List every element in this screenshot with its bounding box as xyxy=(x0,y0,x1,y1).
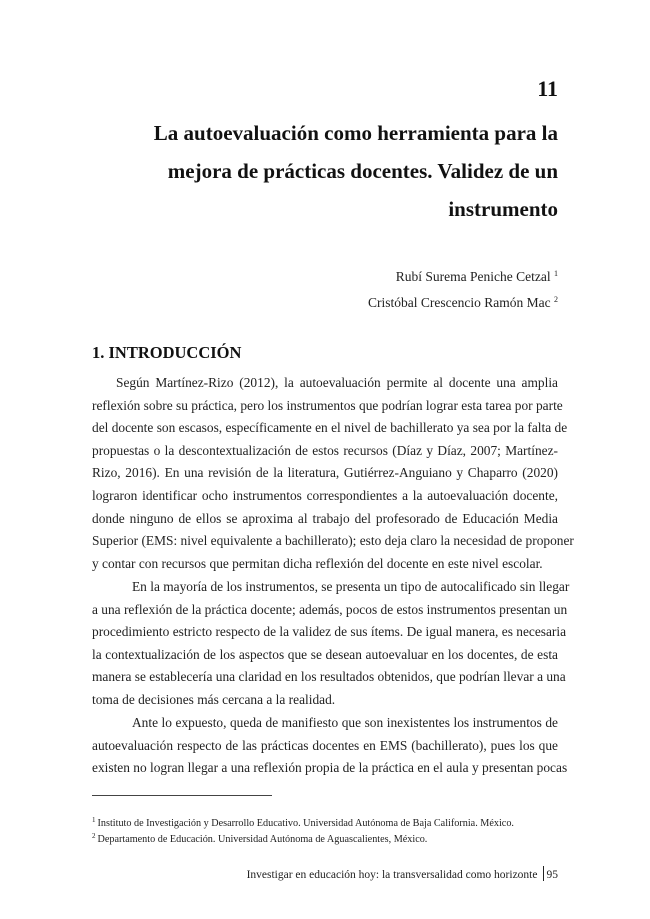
text-line: toma de decisiones más cercana a la realidad. xyxy=(92,691,336,707)
text-line: reflexión sobre su práctica, pero los instrumentos que podrían lograr esta tarea por parte xyxy=(92,397,563,413)
author-footnote-mark: 2 xyxy=(554,295,558,304)
text-line: autoevaluación respecto de las prácticas docentes en EMS (bachillerato), pues los que xyxy=(92,737,558,753)
footnote-mark: 2 xyxy=(92,832,96,840)
author xyxy=(368,262,558,288)
footnote-text: Departamento de Educación. Universidad Autónoma de Aguascalientes, México. xyxy=(97,834,428,845)
footnote-mark: 1 xyxy=(92,816,96,824)
footnote xyxy=(92,830,562,846)
text-line: manera se establecería una claridad en los resultados obtenidos, que podrían llevar a una xyxy=(92,669,566,685)
text-line: Rizo, 2016). En una revisión de la literatura, Gutiérrez-Anguiano y Chaparro (2020) xyxy=(92,465,558,481)
footer-separator xyxy=(543,866,544,881)
running-footer xyxy=(247,866,558,881)
paragraph xyxy=(92,576,570,712)
text-line: procedimiento estricto respecto de la validez de sus ítems. De igual manera, es necesaria xyxy=(92,624,567,640)
text-line: lograron identificar ocho instrumentos correspondientes a la autoevaluación docente, xyxy=(92,487,558,503)
text-line: existen no logran llegar a una reflexión propia de la práctica en el aula y presentan pocas xyxy=(92,760,568,776)
text-line: Superior (EMS: nivel equivalente a bachillerato); esto deja claro la necesidad de proponer xyxy=(92,533,574,549)
text-line: a una reflexión de la práctica docente; además, pocos de estos instrumentos presentan un xyxy=(92,601,568,617)
paragraph xyxy=(92,712,568,780)
text-line: En la mayoría de los instrumentos, se presenta un tipo de autocalificado sin llegar xyxy=(132,579,570,594)
footnote xyxy=(92,814,562,830)
text-line: la contextualización de los aspectos que se desean autoevaluar en los docentes, de esta xyxy=(92,646,558,662)
author-name: Rubí Surema Peniche Cetzal xyxy=(395,269,551,284)
paragraph xyxy=(92,372,574,575)
text-line: donde ninguno de ellos se aproxima al trabajo del profesorado de Educación Media xyxy=(92,510,558,526)
section-heading: 1. INTRODUCCIÓN xyxy=(92,343,242,362)
chapter-title-line: instrumento xyxy=(448,197,558,221)
text-line: Ante lo expuesto, queda de manifiesto que son inexistentes los instrumentos de xyxy=(132,715,558,730)
chapter-title-line: La autoevaluación como herramienta para la xyxy=(153,121,558,145)
author-footnote-mark: 1 xyxy=(554,269,558,278)
page-number: 95 xyxy=(546,869,558,881)
text-line: propuestas o la descontextualización de estos recursos (Díaz y Díaz, 2007; Martínez- xyxy=(92,442,558,458)
footer-book-title: Investigar en educación hoy: la transversalidad como horizonte xyxy=(246,869,538,881)
text-line: del docente son escasos, específicamente en el nivel de bachillerato ya sea por la falta de xyxy=(92,420,568,436)
footnotes xyxy=(92,814,562,846)
text-line: Según Martínez-Rizo (2012), la autoevaluación permite al docente una amplia xyxy=(116,375,558,390)
author xyxy=(368,288,558,314)
chapter-title-line: mejora de prácticas docentes. Validez de un xyxy=(167,159,558,183)
author-list xyxy=(368,262,558,314)
footnote-divider xyxy=(92,795,272,796)
author-name: Cristóbal Crescencio Ramón Mac xyxy=(368,295,551,310)
chapter-number: 11 xyxy=(537,76,558,101)
footnote-text: Instituto de Investigación y Desarrollo Educativo. Universidad Autónoma de Baja California. México. xyxy=(97,818,514,829)
text-line: y contar con recursos que permitan dicha reflexión del docente en este nivel escolar. xyxy=(92,555,543,571)
chapter-title xyxy=(120,114,558,228)
